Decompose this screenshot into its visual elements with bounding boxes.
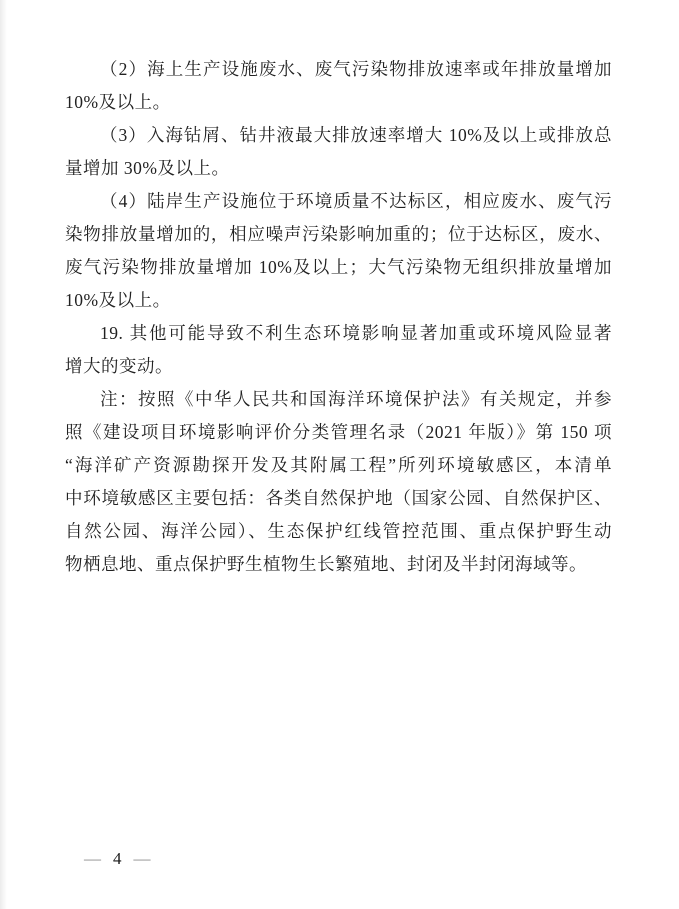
- page-edge-shadow: [0, 0, 7, 909]
- text-line: 10%及以上。: [65, 92, 171, 112]
- page-number: 4: [113, 849, 122, 868]
- text-line: 10%及以上。: [65, 290, 171, 310]
- text-line: 增大的变动。: [65, 356, 173, 376]
- document-content: [65, 53, 612, 581]
- footer-dash-right: —: [133, 849, 151, 868]
- text-line: （2）海上生产设施废水、废气污染物排放速率或年排放量增加: [100, 59, 612, 79]
- text-line: 量增加 30%及以上。: [65, 158, 230, 178]
- text-line: （3）入海钻屑、钻井液最大排放速率增大 10%及以上或排放总: [100, 125, 612, 145]
- footer-dash-left: —: [84, 849, 101, 868]
- text-line: 废气污染物排放量增加 10%及以上；大气污染物无组织排放量增加: [65, 257, 612, 277]
- text-line: “海洋矿产资源勘探开发及其附属工程”所列环境敏感区，本清单: [65, 455, 612, 475]
- text-line: 自然公园、海洋公园）、生态保护红线管控范围、重点保护野生动: [65, 521, 612, 541]
- text-line: 物栖息地、重点保护野生植物生长繁殖地、封闭及半封闭海域等。: [65, 554, 587, 574]
- text-line: （4）陆岸生产设施位于环境质量不达标区，相应废水、废气污: [100, 191, 612, 211]
- text-line: 染物排放量增加的，相应噪声污染影响加重的；位于达标区，废水、: [65, 224, 612, 244]
- text-line: 照《建设项目环境影响评价分类管理名录（2021 年版）》第 150 项: [65, 422, 612, 442]
- text-line: 注：按照《中华人民共和国海洋环境保护法》有关规定，并参: [100, 389, 612, 409]
- text-line: 中环境敏感区主要包括：各类自然保护地（国家公园、自然保护区、: [65, 488, 612, 508]
- page-footer: [84, 848, 151, 870]
- text-line: 19. 其他可能导致不利生态环境影响显著加重或环境风险显著: [100, 323, 612, 343]
